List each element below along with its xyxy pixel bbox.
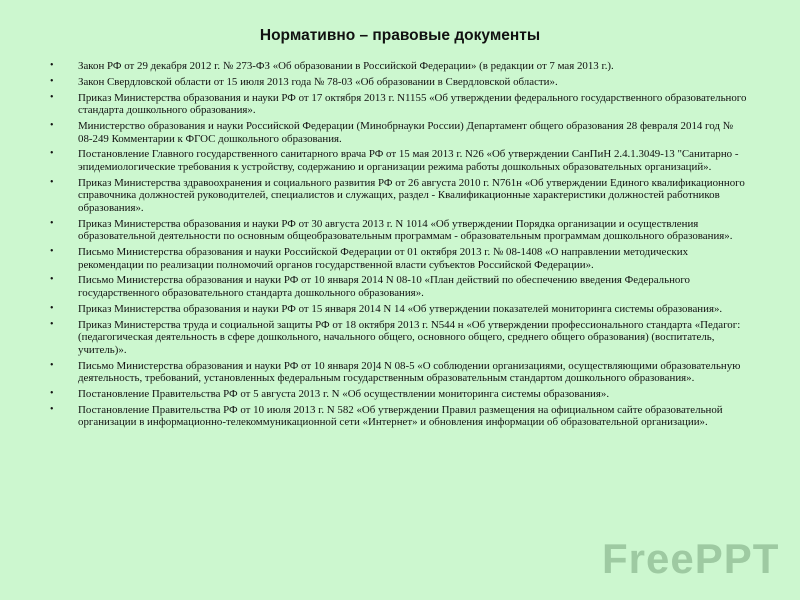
page-title: Нормативно – правовые документы: [259, 27, 541, 44]
list-item: [50, 360, 750, 385]
list-item: [50, 76, 750, 89]
bullet-icon: •: [50, 148, 54, 160]
list-item: [50, 177, 750, 215]
watermark: FreePPT: [602, 535, 780, 582]
list-item: [50, 404, 750, 429]
bullet-icon: •: [50, 60, 54, 71]
list-item: [50, 148, 750, 173]
bullet-icon: •: [50, 359, 54, 371]
list-item-text: Приказ Министерства здравоохранения и социального развития РФ от 26 августа 2010 г. N761н «Об утверждении Единого квалификационного справочника должностей руководителей, специалистов и служащих, раздел - Квалификационные характеристики должностей работников образования».: [78, 176, 745, 214]
bullet-icon: •: [50, 387, 54, 399]
list-item: [50, 120, 750, 145]
list-item-text: Постановление Правительства РФ от 10 июля 2013 г. N 582 «Об утверждении Правил размещения на официальном сайте образовательной организации в информационно-телекоммуникационной сети «Интернет» и обновления информации об образовательной организации».: [78, 403, 723, 429]
bullet-icon: •: [50, 302, 54, 314]
list-item: [50, 92, 750, 117]
bullet-icon: •: [50, 119, 54, 131]
list-item-text: Письмо Министерства образования и науки Российской Федерации от 01 октября 2013 г. № 08-1408 «О направлении методических рекомендации по реализации полномочий органов государственной власти субъектов Российской Федерации».: [78, 246, 689, 271]
bullet-icon: •: [50, 403, 54, 415]
bullet-icon: •: [50, 246, 54, 258]
list-item-text: Приказ Министерства образования и науки РФ от 15 января 2014 N 14 «Об утверждении показателей мониторинга системы образования».: [78, 302, 723, 315]
list-item-text: Приказ Министерства образования и науки РФ от 17 октября 2013 г. N1155 «Об утверждении федерального государственного образовательного стандарта дошкольного образования».: [78, 91, 747, 117]
list-item-text: Письмо Министерства образования и науки РФ от 10 января 2014 N 08-10 «План действий по обеспечению введения Федерального государственного образовательного стандарта дошкольного образования».: [78, 274, 690, 299]
list-item: [50, 303, 750, 316]
list-item-text: Письмо Министерства образования и науки РФ от 10 января 20]4 N 08-5 «О соблюдении организациями, осуществляющими образовательную деятельность, требований, установленных федеральным государственным образовательным стандартом дошкольного образования».: [78, 359, 741, 385]
list-item: [50, 319, 750, 357]
list-item-text: Приказ Министерства образования и науки РФ от 30 августа 2013 г. N 1014 «Об утверждении Порядка организации и осуществления образовательной деятельности по основным общеобразовательным программам - образовательным программам дошкольного образования».: [78, 217, 733, 243]
list-item-text: Закон Свердловской области от 15 июля 2013 года № 78-03 «Об образовании в Свердловской области».: [78, 75, 558, 88]
list-item: [50, 388, 750, 401]
document-list: [50, 60, 750, 432]
list-item-text: Закон РФ от 29 декабря 2012 г. № 273-ФЗ «Об образовании в Российской Федерации» (в редакции от 7 мая 2013 г.).: [78, 60, 614, 72]
list-item: [50, 60, 750, 73]
bullet-icon: •: [50, 274, 54, 286]
bullet-icon: •: [50, 176, 54, 188]
list-item: [50, 218, 750, 243]
list-item-text: Министерство образования и науки Российской Федерации (Минобрнауки России) Департамент общего образования 28 февраля 2014 год № 08-249 Комментарии к ФГОС дошкольного образования.: [78, 119, 734, 145]
bullet-icon: •: [50, 91, 54, 103]
bullet-icon: •: [50, 75, 54, 87]
bullet-icon: •: [50, 217, 54, 229]
list-item-text: Приказ Министерства труда и социальной защиты РФ от 18 октября 2013 г. N544 н «Об утверждении профессионального стандарта «Педагог: (педагогическая деятельность в сфере дошкольного, начального общего, основного общего, среднего общего образования) (воспитатель, учитель)».: [78, 318, 741, 356]
list-item: [50, 274, 750, 299]
list-item-text: Постановление Главного государственного санитарного врача РФ от 15 мая 2013 г. N26 «Об утверждении СанПиН 2.4.1.3049-13 "Санитарно - эпидемиологические требования к устройству, содержанию и организации режима работы дошкольных образовательных организаций».: [78, 148, 739, 173]
list-item-text: Постановление Правительства РФ от 5 августа 2013 г. N «Об осуществлении мониторинга системы образования».: [78, 387, 610, 400]
list-item: [50, 246, 750, 271]
bullet-icon: •: [50, 318, 54, 330]
